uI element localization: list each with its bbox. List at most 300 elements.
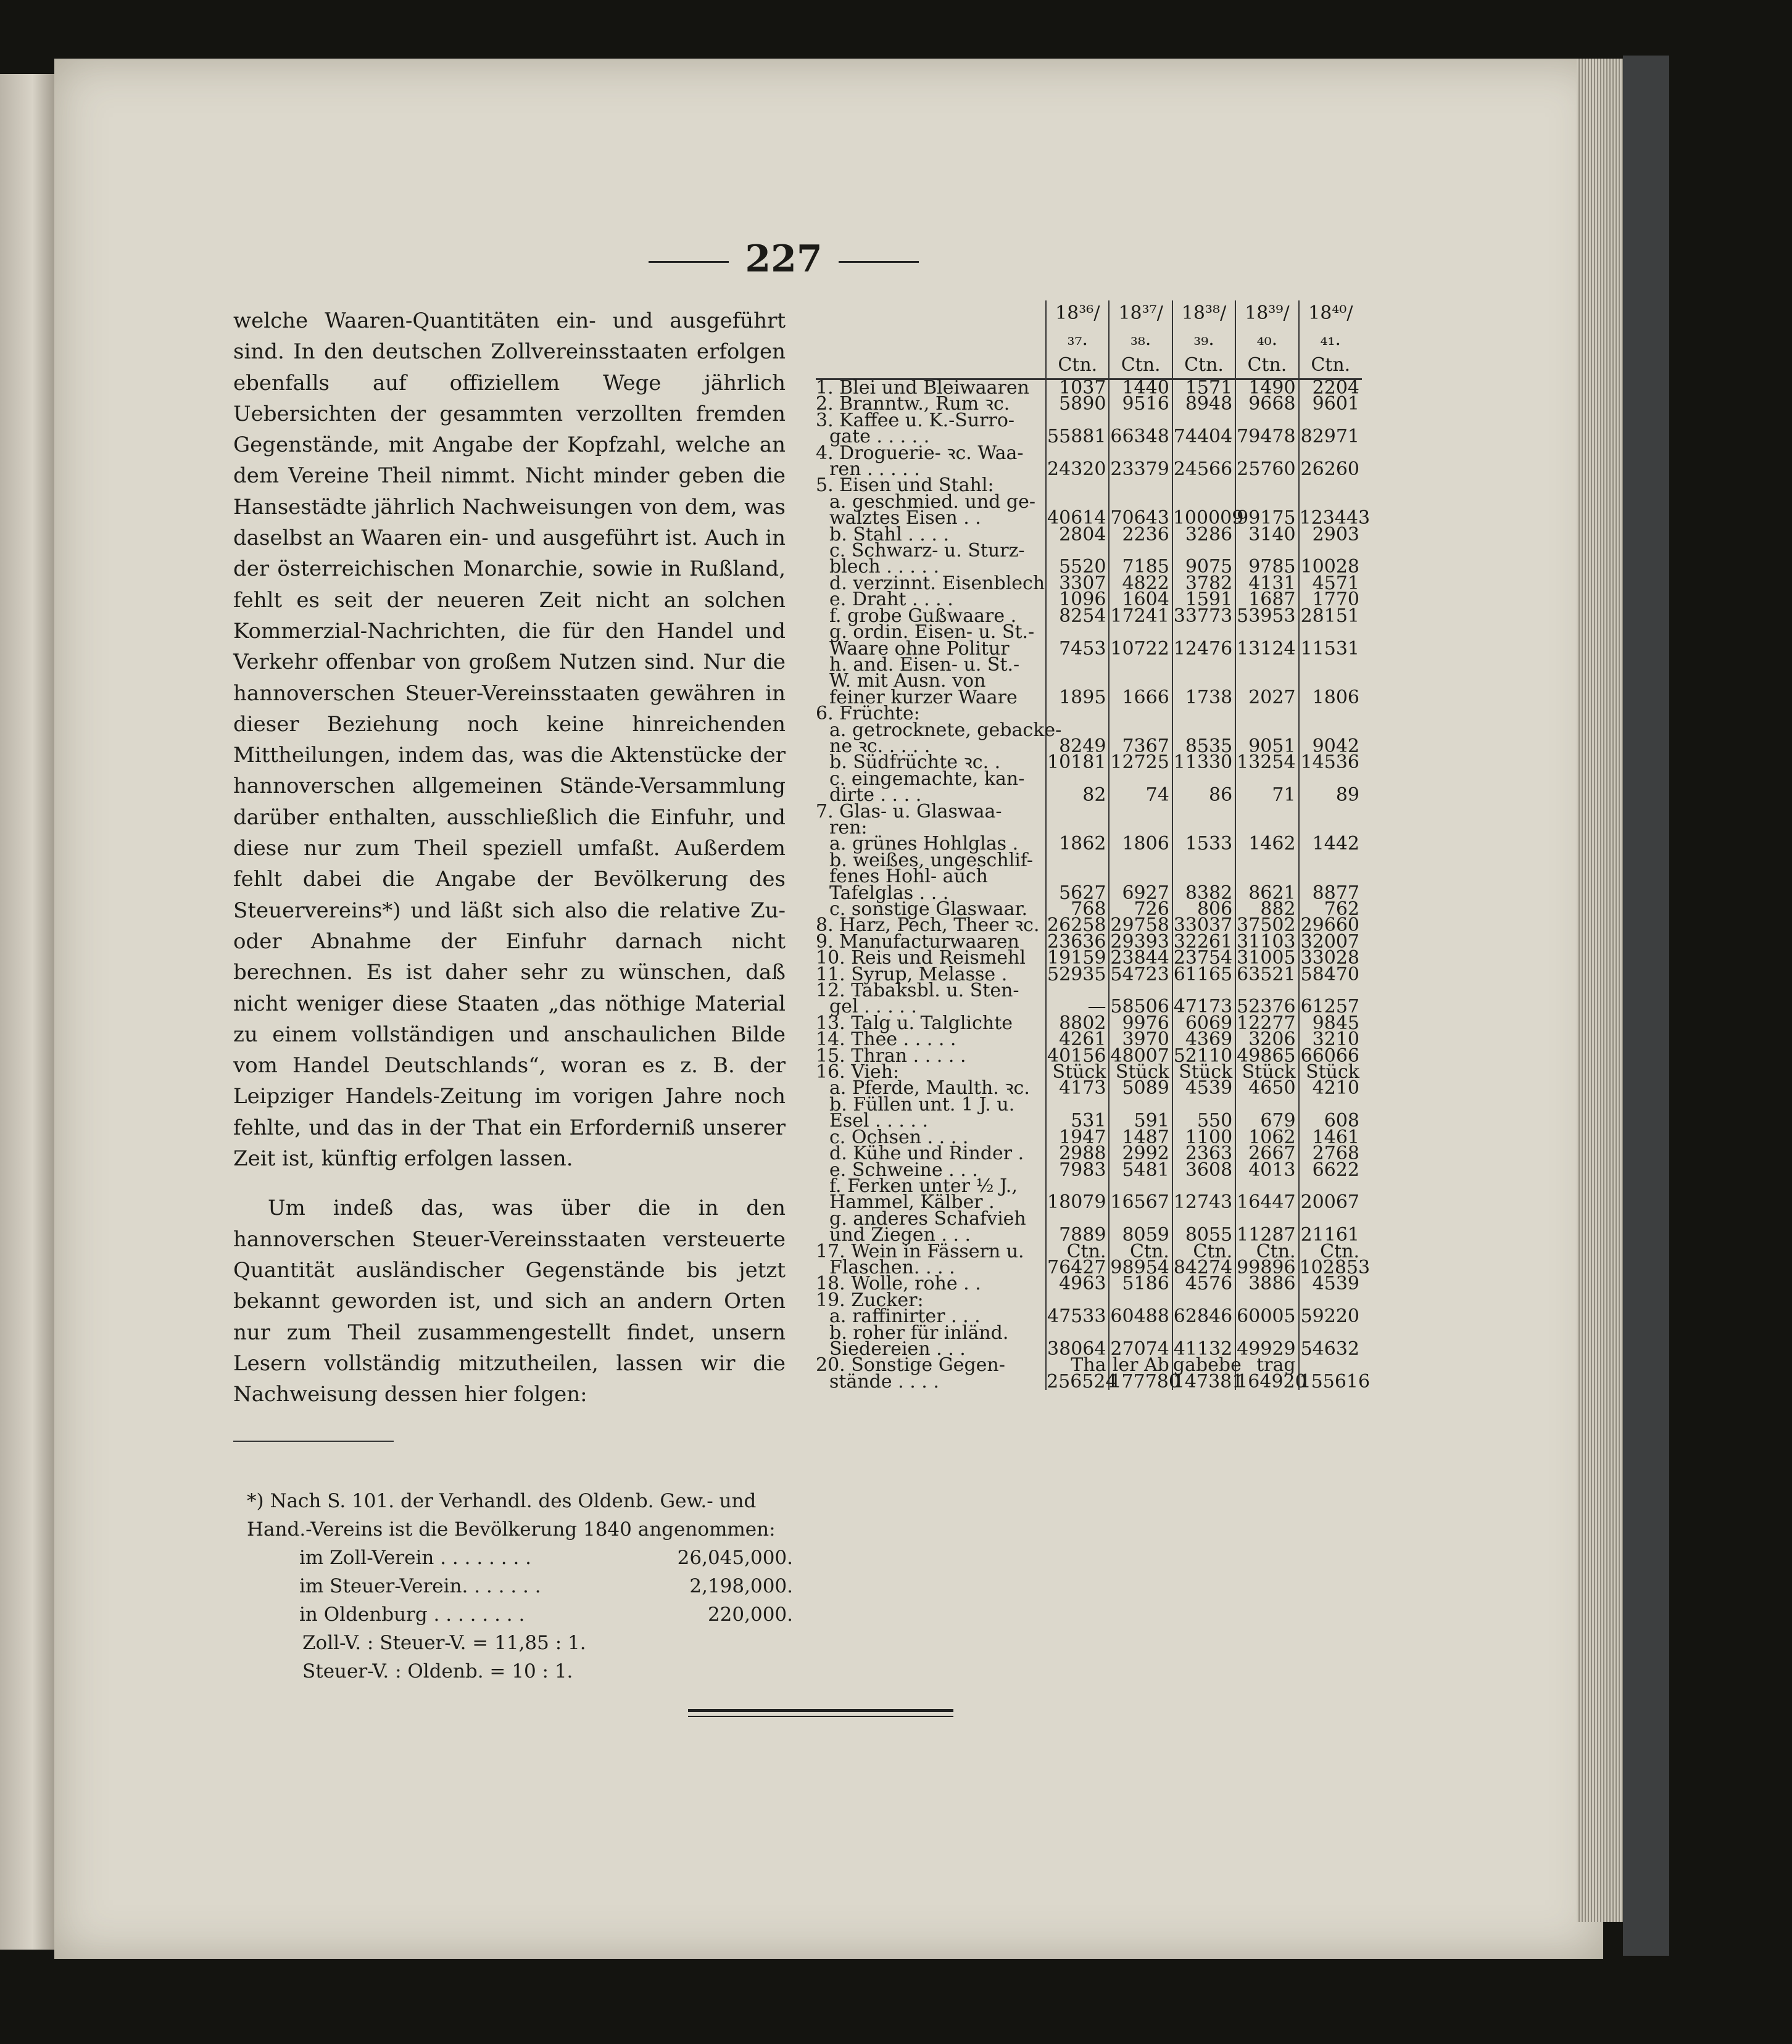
table-cell: 19159 [1046, 950, 1109, 966]
table-row-label: 12. Tabaksbl. u. Sten- [816, 980, 1019, 1002]
table-cell [1046, 657, 1109, 673]
table-cell: 24320 [1046, 461, 1109, 478]
table-cell: 5890 [1046, 396, 1109, 412]
table-cell: ler Ab [1109, 1357, 1172, 1373]
table-cell: 1806 [1299, 690, 1362, 706]
table-cell: 3970 [1109, 1032, 1172, 1048]
body-paragraph-1: welche Waaren-Quantitäten ein- und ausgeführt sind. In den deutschen Zollvereinsstaaten erfolgen ebenfalls auf offiziellem Wege jährlich Uebersichten der gesammten verzollten fremden Gegenstände, mit Angabe der Kopfzahl, welche an dem Vereine Theil nimmt. Nicht minder geben die Hansestädte jährlich Nachweisungen von dem, was daselbst an Waaren ein- und ausgeführt ist. Auch in der österreichischen Monarchie, sowie in Rußland, fehlt es seit der neueren Zeit nicht an solchen Kommerzial-Nachrichten, die für den Handel und Verkehr offenbar von großem Nutzen sind. Nur die hannoverschen Steuer-Vereinsstaaten gewähren in dieser Beziehung noch keine hinreichenden Mittheilungen, indem das, was die Aktenstücke der hannoverschen allgemeinen Stände-Versammlung darüber enthalten, ausschließlich die Einfuhr, und diese nur zum Theil speziell umfaßt. Außerdem fehlt dabei die Angabe der Bevölkerung des Steuervereins*) und läßt sich also die relative Zu- oder Abnahme der Einfuhr darnach nicht berechnen. Es ist daher sehr zu wünschen, daß nicht weniger diese Staaten „das nöthige Material zu einem vollständigen und anschaulichen Bilde vom Handel Deutschlands“, woran es z. B. der Leipziger Handels-Zeitung im vorigen Jahre noch fehlte, und das in der That ein Erforderniß unserer Zeit ist, künftig erfolgen lassen. [233, 308, 786, 1172]
table-cell: 53953 [1235, 608, 1298, 624]
table-row-label: Esel . . . . . [829, 1110, 929, 1132]
table-cell [1109, 706, 1172, 722]
table-row-label: 3. Kaffee u. K.-Surro- [816, 409, 1015, 431]
table-row-label: Siedereien . . . [829, 1338, 966, 1360]
table-cell: 54632 [1299, 1341, 1362, 1357]
table-cell: 5627 [1046, 885, 1109, 901]
table-row-label: und Ziegen . . . [829, 1224, 971, 1246]
table-row-label: b. roher für inländ. [829, 1322, 1009, 1344]
table-header-year: 18³⁸/₃₉. Ctn. [1172, 300, 1235, 379]
table-cell [1235, 804, 1298, 820]
table-row-label: 15. Thran . . . . . [816, 1045, 966, 1067]
table-row-label: 5. Eisen und Stahl: [816, 474, 994, 497]
table-row-label: dirte . . . . [829, 784, 922, 806]
footnote-row-label: im Zoll-Verein . . . . . . . . [299, 1547, 532, 1569]
table-cell: 61257 [1299, 999, 1362, 1015]
page-number-text: 227 [745, 238, 823, 281]
table-cell: 882 [1235, 901, 1298, 917]
table-header-year: 18³⁷/₃₈. Ctn. [1109, 300, 1172, 379]
table-cell: 3286 [1172, 527, 1235, 543]
table-cell: Stück [1172, 1064, 1235, 1080]
table-row-label: f. Ferken unter ½ J., [829, 1175, 1018, 1197]
table-row-label: W. mit Ausn. von [829, 670, 986, 692]
table-cell: 49929 [1235, 1341, 1298, 1357]
footnote-ratio: Zoll-V. : Steuer-V. = 11,85 : 1. [302, 1632, 586, 1654]
table-cell: 33037 [1172, 917, 1235, 933]
table-row-label: ren . . . . . [829, 458, 920, 481]
table-cell [1109, 478, 1172, 494]
table-cell: 5481 [1109, 1162, 1172, 1178]
table-cell: 10722 [1109, 641, 1172, 657]
table-cell: 4571 [1299, 576, 1362, 592]
table-cell: 62846 [1172, 1309, 1235, 1325]
table-cell: 8877 [1299, 885, 1362, 901]
table-cell: 591 [1109, 1113, 1172, 1129]
table-cell [1172, 853, 1235, 869]
table-row-label: 16. Vieh: [816, 1061, 900, 1083]
table-header-year: 18³⁹/₄₀. Ctn. [1235, 300, 1298, 379]
table-cell: Stück [1299, 1064, 1362, 1080]
table-cell: 61165 [1172, 967, 1235, 983]
table-cell: 1462 [1235, 836, 1298, 852]
table-row-label: 6. Früchte: [816, 703, 920, 725]
table-cell: 155616 [1299, 1370, 1371, 1392]
table-cell: 47533 [1046, 1309, 1109, 1325]
table-row-label: 11. Syrup, Melasse . [816, 963, 1008, 985]
footnote-ratio: Steuer-V. : Oldenb. = 10 : 1. [302, 1660, 573, 1682]
table-cell: 12476 [1172, 641, 1235, 657]
table-cell [1172, 804, 1235, 820]
table-cell: 25760 [1235, 461, 1298, 478]
table-cell [1172, 706, 1235, 722]
table-cell: 1461 [1299, 1130, 1362, 1146]
table-cell: 100009 [1172, 507, 1244, 529]
table-cell: Ctn. [1172, 1244, 1235, 1260]
table-cell: 40156 [1046, 1048, 1109, 1064]
table-row-label: a. grünes Hohlglas . [829, 833, 1019, 855]
table-cell: 99175 [1235, 510, 1298, 526]
table-row-label: fenes Hohl- auch [829, 866, 989, 888]
table-cell: 1440 [1109, 379, 1172, 397]
table-cell: 1037 [1046, 379, 1109, 397]
body-text [233, 305, 786, 1410]
table-cell: 11531 [1299, 641, 1362, 657]
table-cell: 20067 [1299, 1194, 1362, 1210]
table-cell: 177780 [1110, 1370, 1180, 1392]
table-cell: 31103 [1235, 934, 1298, 950]
table-cell: 9601 [1299, 396, 1362, 412]
table-cell: 5186 [1109, 1276, 1172, 1292]
table-header-blank [816, 300, 1046, 379]
table-cell: 531 [1046, 1113, 1109, 1129]
table-row-label: d. verzinnt. Eisenblech [829, 572, 1045, 594]
table-cell: 54723 [1109, 967, 1172, 983]
table-row-label: 7. Glas- u. Glaswaa- [816, 800, 1002, 822]
table-cell: 7453 [1046, 641, 1109, 657]
table-cell: 4539 [1299, 1276, 1362, 1292]
table-cell [1046, 804, 1109, 820]
table-cell: 6622 [1299, 1162, 1362, 1178]
table-row-label: b. Stahl . . . . [829, 523, 949, 545]
import-statistics-table [816, 300, 1371, 1392]
table-row-label: h. and. Eisen- u. St.- [829, 653, 1020, 676]
table-cell: 2204 [1299, 379, 1362, 397]
table-cell: 2027 [1235, 690, 1298, 706]
table-cell: 123443 [1299, 507, 1371, 529]
table-row-label: 19. Zucker: [816, 1289, 924, 1311]
table-cell: 6927 [1109, 885, 1172, 901]
table-row-label: gel . . . . . [829, 996, 917, 1018]
table-cell: 33028 [1299, 950, 1362, 966]
table-row [816, 804, 1362, 820]
table-cell: 8249 [1046, 739, 1109, 755]
table-cell: 679 [1235, 1113, 1298, 1129]
table-cell: 3307 [1046, 576, 1109, 592]
table-cell: 3608 [1172, 1162, 1235, 1178]
table-cell [1172, 657, 1235, 673]
table-row-label: a. geschmied. und ge- [829, 490, 1035, 513]
table-cell: 28151 [1299, 608, 1362, 624]
table-row-label: 18. Wolle, rohe . . [816, 1273, 981, 1295]
footnote-row-value: 26,045,000. [677, 1547, 793, 1569]
table-cell: 6069 [1172, 1016, 1235, 1032]
table-cell: 48007 [1109, 1048, 1172, 1064]
table-cell: 33773 [1172, 608, 1235, 624]
table-cell: 10181 [1046, 755, 1109, 771]
table-cell: 4650 [1235, 1080, 1298, 1096]
table-cell: 4210 [1299, 1080, 1362, 1096]
table-row-label: a. getrocknete, gebacke- [829, 719, 1062, 741]
table-cell: 2992 [1109, 1146, 1172, 1162]
table-row-label: b. weißes, ungeschlif- [829, 849, 1034, 871]
table-cell: 10028 [1299, 559, 1362, 575]
table-cell: 40614 [1046, 510, 1109, 526]
table-cell: 29758 [1109, 917, 1172, 933]
table-row-label: d. Kühe und Rinder . [829, 1143, 1024, 1165]
table-cell [1109, 853, 1172, 869]
table-cell: 59220 [1299, 1309, 1362, 1325]
table-row-label: 14. Thee . . . . . [816, 1028, 956, 1051]
table-cell: 86 [1172, 787, 1235, 803]
footnote [247, 1487, 793, 1686]
table-cell: 9976 [1109, 1016, 1172, 1032]
table-cell: 8059 [1109, 1227, 1172, 1243]
table-row-label: b. Füllen unt. 1 J. u. [829, 1093, 1015, 1115]
table-body [816, 377, 1371, 1392]
footnote-row-label: in Oldenburg . . . . . . . . [299, 1603, 525, 1626]
footnote-intro: *) Nach S. 101. der Verhandl. des Oldenb. Gew.- und Hand.-Vereins ist die Bevölkerung 1840 angenommen: [247, 1490, 776, 1541]
table-row-label: stände . . . . [829, 1370, 939, 1392]
table-cell: 9051 [1235, 739, 1298, 755]
table-cell: 12743 [1172, 1194, 1235, 1210]
table-cell: 768 [1046, 901, 1109, 917]
table-cell: 60005 [1235, 1309, 1298, 1325]
table-cell: 9785 [1235, 559, 1298, 575]
table-row-label: c. Schwarz- u. Sturz- [829, 540, 1025, 562]
table-row-label: 8. Harz, Pech, Theer ꝛc. [816, 914, 1040, 937]
table-cell: 8948 [1172, 396, 1235, 412]
table-cell: 27074 [1109, 1341, 1172, 1357]
table-cell: Ctn. [1046, 1244, 1109, 1260]
table-header-year: 18³⁶/₃₇. Ctn. [1046, 300, 1109, 379]
table-cell: gabebe [1172, 1354, 1242, 1376]
table-cell: 3140 [1235, 527, 1298, 543]
table-cell: 24566 [1172, 461, 1235, 478]
table-cell: 31005 [1235, 950, 1298, 966]
footnote-row-value: 220,000. [707, 1603, 793, 1626]
table-cell: 4173 [1046, 1080, 1109, 1096]
table-cell: 9042 [1299, 739, 1362, 755]
table-row-label: a. raffinirter . . . [829, 1305, 981, 1328]
table-cell: 1895 [1046, 690, 1109, 706]
table-cell: 726 [1109, 901, 1172, 917]
table-cell: 52110 [1172, 1048, 1235, 1064]
table-cell: 74 [1109, 787, 1172, 803]
table-cell: 4576 [1172, 1276, 1235, 1292]
table-cell: 47173 [1172, 999, 1235, 1015]
table-cell: 7367 [1109, 739, 1172, 755]
table-row-label: c. eingemachte, kan- [829, 768, 1025, 790]
table-cell: Stück [1046, 1064, 1109, 1080]
table-row-label: feiner kurzer Waare [829, 686, 1018, 708]
table-cell: 4822 [1109, 576, 1172, 592]
table-row-label: c. Ochsen . . . . [829, 1126, 969, 1148]
page-number-dash-right [839, 261, 919, 263]
table-cell: 11330 [1172, 755, 1235, 771]
table-row-label: ne ꝛc. . . . . [829, 735, 931, 757]
table-row-label: e. Draht . . . . [829, 589, 953, 611]
table-row-label: g. anderes Schafvieh [829, 1207, 1026, 1230]
table-cell: 98954 [1109, 1260, 1172, 1276]
table-cell: 9516 [1109, 396, 1172, 412]
table-cell [1299, 706, 1362, 722]
page-stack-edge [1577, 59, 1626, 1922]
table-row-label: 1. Blei und Bleiwaaren [816, 377, 1029, 399]
table-cell: trag [1235, 1357, 1298, 1373]
table-row-label: 17. Wein in Fässern u. [816, 1240, 1024, 1262]
table-cell: 1738 [1172, 690, 1235, 706]
table-cell: 58470 [1299, 967, 1362, 983]
table-cell: 7983 [1046, 1162, 1109, 1178]
table-cell: 14536 [1299, 755, 1362, 771]
table-cell: 13254 [1235, 755, 1298, 771]
table-cell: 1604 [1109, 592, 1172, 608]
table-cell: 1533 [1172, 836, 1235, 852]
table-cell [1109, 657, 1172, 673]
table-cell: 1591 [1172, 592, 1235, 608]
table-row-label: walztes Eisen . . [829, 507, 981, 529]
table-row-label: g. ordin. Eisen- u. St.- [829, 621, 1035, 643]
table-cell: 11287 [1235, 1227, 1298, 1243]
table-row-label: ren: [829, 816, 868, 838]
table-cell: 23754 [1172, 950, 1235, 966]
table-cell: 55881 [1046, 429, 1109, 445]
table-cell: 550 [1172, 1113, 1235, 1129]
table-row-label: 20. Sonstige Gegen- [816, 1354, 1005, 1376]
table-cell: 26260 [1299, 461, 1362, 478]
table-cell: 23379 [1109, 461, 1172, 478]
table-cell [1046, 478, 1109, 494]
table-cell: 1062 [1235, 1130, 1298, 1146]
footnote-rule [233, 1441, 394, 1442]
table-cell: 1487 [1109, 1130, 1172, 1146]
table-cell: 84274 [1172, 1260, 1235, 1276]
table-cell: 82 [1046, 787, 1109, 803]
table-cell [1235, 657, 1298, 673]
table-cell: 5520 [1046, 559, 1109, 575]
table-cell: 66348 [1109, 429, 1172, 445]
page-number [617, 238, 950, 281]
footnote-row-label: im Steuer-Verein. . . . . . . [299, 1575, 541, 1597]
table-cell: 2988 [1046, 1146, 1109, 1162]
table-cell [1109, 804, 1172, 820]
page-number-dash-left [649, 261, 729, 263]
book-cover-edge [1623, 56, 1669, 1956]
table-cell [1046, 853, 1109, 869]
table-cell: 89 [1299, 787, 1362, 803]
table-row [816, 1374, 1362, 1390]
table-row-label: Flaschen. . . . [829, 1256, 955, 1278]
table-cell: 76427 [1046, 1260, 1109, 1276]
table-cell: 29660 [1299, 917, 1362, 933]
table-row-label: Waare ohne Politur [829, 637, 1010, 660]
table-cell: 41132 [1172, 1341, 1235, 1357]
table-cell: 70643 [1109, 510, 1172, 526]
table-cell: Stück [1235, 1064, 1298, 1080]
table-cell: 4539 [1172, 1080, 1235, 1096]
table-cell: 52376 [1235, 999, 1298, 1015]
table-row-label: 10. Reis und Reismehl [816, 947, 1026, 969]
table-cell: 1666 [1109, 690, 1172, 706]
footnote-row-value: 2,198,000. [689, 1575, 793, 1597]
table-cell: 16567 [1109, 1194, 1172, 1210]
table-cell [1235, 706, 1298, 722]
table-cell: Ctn. [1109, 1244, 1172, 1260]
table-row-label: Hammel, Kälber . [829, 1191, 995, 1214]
table-cell: 806 [1172, 901, 1235, 917]
table-cell: 7889 [1046, 1227, 1109, 1243]
table-cell: 17241 [1109, 608, 1172, 624]
table-cell [1235, 478, 1298, 494]
table-cell: 38064 [1046, 1341, 1109, 1357]
table-cell: 1947 [1046, 1130, 1109, 1146]
table-cell: — [1046, 999, 1109, 1015]
left-page-edge [0, 74, 54, 1950]
table-cell: 147381 [1172, 1370, 1244, 1392]
table-cell [1172, 478, 1235, 494]
table-cell: 8254 [1046, 608, 1109, 624]
body-paragraph-2: Um indeß das, was über die in den hannoverschen Steuer-Vereinsstaaten versteuerte Quantität ausländischer Gegenstände bis jetzt bekannt geworden ist, und sich an andern Orten nur zum Theil zusammengestellt findet, unsern Lesern vollständig mitzutheilen, lassen wir die Nachweisung dessen hier folgen: [233, 1196, 786, 1407]
table-cell: 4369 [1172, 1032, 1235, 1048]
table-cell: 9668 [1235, 396, 1298, 412]
table-cell: 5089 [1109, 1080, 1172, 1096]
table-cell: 164920 [1236, 1370, 1307, 1392]
table-cell: 8382 [1172, 885, 1235, 901]
table-cell: 52935 [1046, 967, 1109, 983]
table-cell: 1806 [1109, 836, 1172, 852]
table-cell: 63521 [1235, 967, 1298, 983]
table-row-label: f. grobe Gußwaare . [829, 605, 1017, 627]
table-cell: 2768 [1299, 1146, 1362, 1162]
table-cell: 29393 [1109, 934, 1172, 950]
table-cell: 1442 [1299, 836, 1362, 852]
table-cell: 74404 [1172, 429, 1235, 445]
table-row-label: Tafelglas . . . [829, 882, 949, 904]
table-cell: 7185 [1109, 559, 1172, 575]
table-cell: 12277 [1235, 1016, 1298, 1032]
table-cell: 23636 [1046, 934, 1109, 950]
table-cell: Ctn. [1299, 1244, 1362, 1260]
table-cell: 18079 [1046, 1194, 1109, 1210]
table-cell: 3210 [1299, 1032, 1362, 1048]
table-cell: 26258 [1046, 917, 1109, 933]
table-cell: 49865 [1235, 1048, 1298, 1064]
table-cell: 60488 [1109, 1309, 1172, 1325]
table-header-row [816, 300, 1362, 379]
footnote-row [247, 1544, 793, 1572]
table-cell: 2903 [1299, 527, 1362, 543]
table-cell [1299, 478, 1362, 494]
table-row-label: e. Schweine . . . [829, 1159, 978, 1181]
table-cell: 1862 [1046, 836, 1109, 852]
table-cell: 58506 [1109, 999, 1172, 1015]
table-cell: 1687 [1235, 592, 1298, 608]
table-cell: Ctn. [1235, 1244, 1298, 1260]
table-row-label: 4. Droguerie- ꝛc. Waa- [816, 442, 1024, 464]
table-cell: 2236 [1109, 527, 1172, 543]
table-row-label: a. Pferde, Maulth. ꝛc. [829, 1077, 1030, 1099]
table-cell: 3206 [1235, 1032, 1298, 1048]
footnote-row [247, 1600, 793, 1629]
closing-rule [688, 1709, 953, 1712]
table-cell: 2804 [1046, 527, 1109, 543]
table-cell: 4261 [1046, 1032, 1109, 1048]
table-cell: 12725 [1109, 755, 1172, 771]
table-cell: 3782 [1172, 576, 1235, 592]
table-cell: 1571 [1172, 379, 1235, 397]
table-cell: 32261 [1172, 934, 1235, 950]
table-cell: 8055 [1172, 1227, 1235, 1243]
table-cell: 1770 [1299, 592, 1362, 608]
table-cell: 608 [1299, 1113, 1362, 1129]
table-cell: 102853 [1299, 1256, 1371, 1278]
table-cell: 16447 [1235, 1194, 1298, 1210]
table-cell: 3886 [1235, 1276, 1298, 1292]
table-row-label: b. Südfrüchte ꝛc. . [829, 751, 1001, 774]
table-cell: 23844 [1109, 950, 1172, 966]
table-cell: 2363 [1172, 1146, 1235, 1162]
table-cell: 82971 [1299, 429, 1362, 445]
table-cell: 9075 [1172, 559, 1235, 575]
table-cell: 21161 [1299, 1227, 1362, 1243]
table-cell: 1096 [1046, 592, 1109, 608]
table-cell: 99896 [1235, 1260, 1298, 1276]
table-cell: 9845 [1299, 1016, 1362, 1032]
table-row-label: blech . . . . . [829, 556, 940, 578]
table-cell: 37502 [1235, 917, 1298, 933]
table-row-label: c. sonstige Glaswaar. [829, 898, 1028, 920]
table-cell: Stück [1109, 1064, 1172, 1080]
table-cell: 66066 [1299, 1048, 1362, 1064]
